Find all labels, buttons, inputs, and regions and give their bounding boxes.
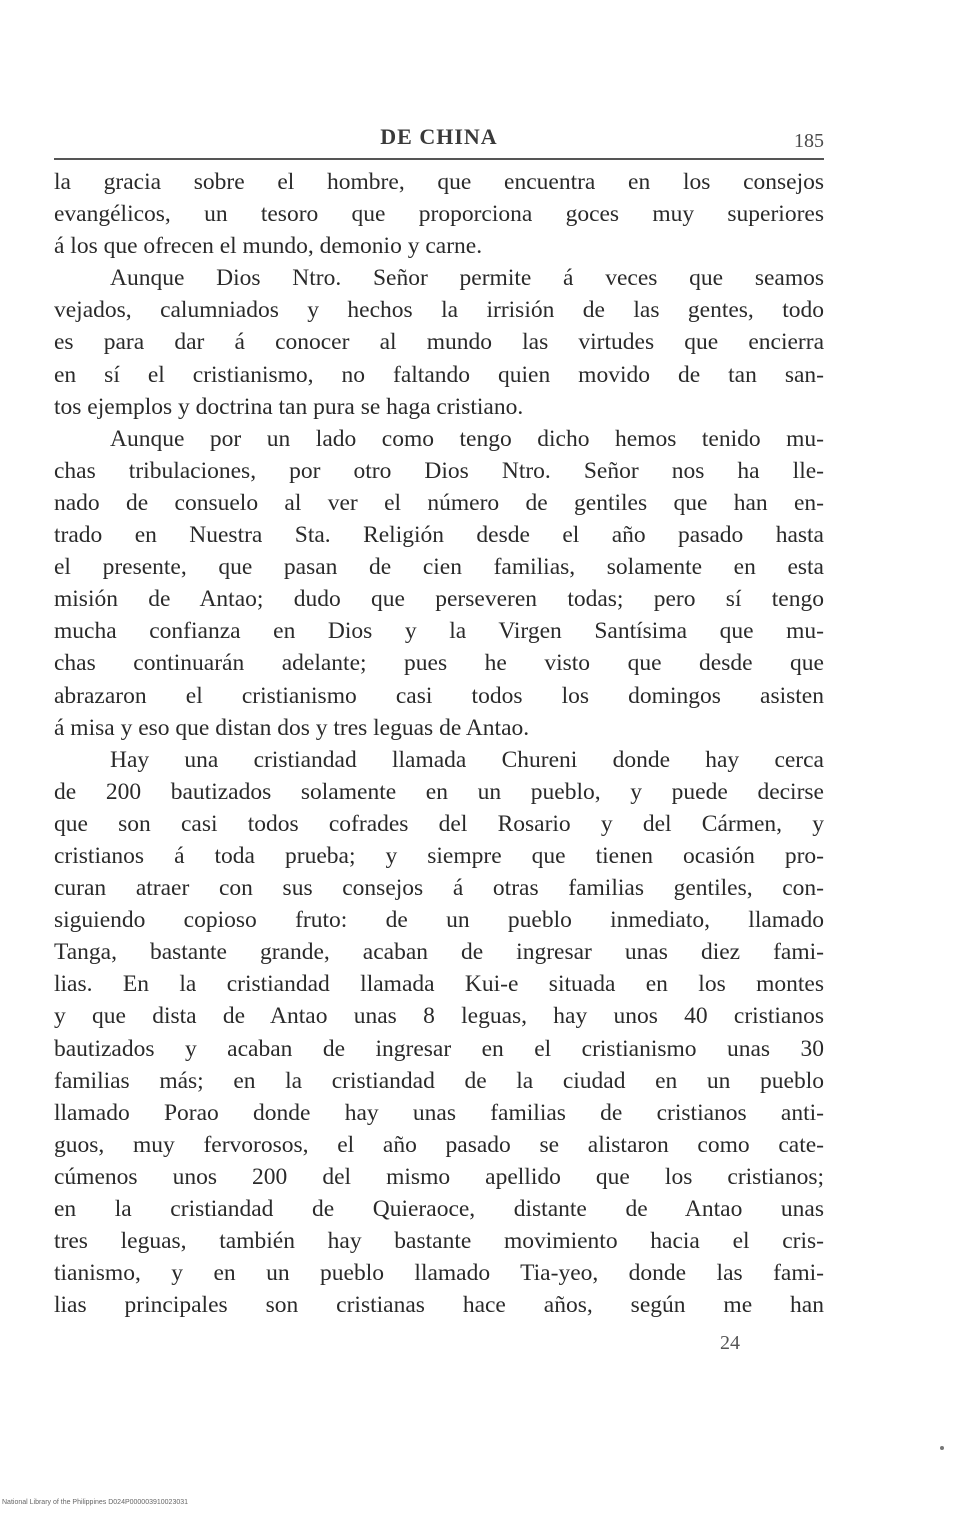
text-line: cúmenos unos 200 del mismo apellido que los cristianos; [54,1163,824,1190]
text-line: siguiendo copioso fruto: de un pueblo inmediato, llamado [54,907,824,934]
text-line: es para dar á conocer al mundo las virtudes que encierra [54,329,824,356]
text-line: á misa y eso que distan dos y tres leguas de Antao. [54,714,530,741]
text-line: chas tribulaciones, por otro Dios Ntro. Señor nos ha lle- [54,457,824,484]
text-line: el presente, que pasan de cien familias, solamente en esta [54,554,824,581]
page-number: 185 [794,130,824,152]
text-line: abrazaron el cristianismo casi todos los domingos asisten [54,682,824,709]
text-line: vejados, calumniados y hechos la irrisión de las gentes, todo [54,297,824,324]
text-line: la gracia sobre el hombre, que encuentra en los consejos [54,169,824,195]
text-line: en la cristiandad de Quieraoce, distante de Antao unas [54,1196,824,1222]
text-line: mucha confianza en Dios y la Virgen Santísima que mu- [54,618,824,645]
text-line: Aunque Dios Ntro. Señor permite á veces que seamos [110,265,824,292]
text-line: que son casi todos cofrades del Rosario y del Cármen, y [54,810,824,837]
text-line: en sí el cristianismo, no faltando quien movido de tan san- [54,361,824,388]
text-line: misión de Antao; dudo que perseveren todas; pero sí tengo [54,586,824,613]
header-rule [54,158,824,160]
scan-speck [940,1446,944,1450]
text-line: nado de consuelo al ver el número de gentiles que han en- [54,489,824,516]
text-line: Tanga, bastante grande, acaban de ingresar unas diez fami- [54,939,824,966]
text-line: lias principales son cristianas hace años, según me han [54,1292,824,1319]
text-line: cristianos á toda prueba; y siempre que tienen ocasión pro- [54,842,824,869]
text-line: tos ejemplos y doctrina tan pura se haga cristiano. [54,393,524,420]
body-text [54,166,824,1321]
text-line: lias. En la cristiandad llamada Kui-e situada en los montes [54,971,824,998]
library-credit: National Library of the Philippines D024P000003910023031 [2,1499,189,1506]
text-line: llamado Porao donde hay unas familias de cristianos anti- [54,1099,824,1126]
text-line: bautizados y acaban de ingresar en el cristianismo unas 30 [54,1035,824,1062]
text-line: de 200 bautizados solamente en un pueblo, y puede decirse [54,778,824,805]
text-line: guos, muy fervorosos, el año pasado se alistaron como cate- [54,1131,824,1158]
text-line: tianismo, y en un pueblo llamado Tia-yeo, donde las fami- [54,1260,824,1287]
text-line: evangélicos, un tesoro que proporciona goces muy superiores [54,201,824,228]
text-line: Aunque por un lado como tengo dicho hemos tenido mu- [110,425,824,452]
text-line: y que dista de Antao unas 8 leguas, hay unos 40 cristianos [54,1003,824,1030]
text-line: Hay una cristiandad llamada Chureni donde hay cerca [110,746,824,773]
text-line: curan atraer con sus consejos á otras familias gentiles, con- [54,875,824,902]
running-title: DE CHINA [380,124,498,149]
text-line: chas continuarán adelante; pues he visto que desde que [54,650,824,677]
text-line: familias más; en la cristiandad de la ciudad en un pueblo [54,1067,824,1094]
text-line: trado en Nuestra Sta. Religión desde el año pasado hasta [54,522,824,549]
text-line: á los que ofrecen el mundo, demonio y carne. [54,233,483,260]
signature-mark: 24 [720,1332,740,1354]
page-header [54,124,824,156]
text-line: tres leguas, también hay bastante movimiento hacia el cris- [54,1228,824,1255]
